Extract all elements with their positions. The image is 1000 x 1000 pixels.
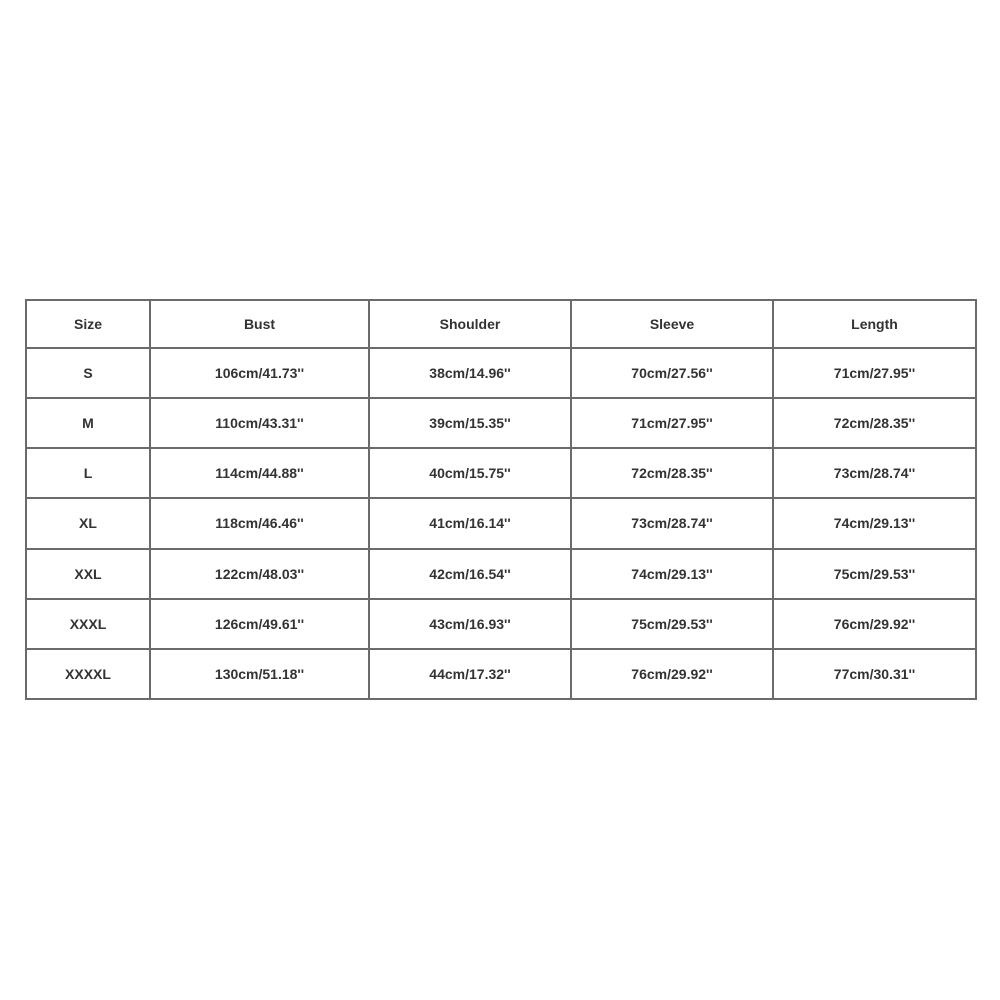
table-row: [26, 398, 976, 448]
header-row: [26, 300, 976, 348]
length-cell: 73cm/28.74'': [773, 448, 976, 498]
sleeve-cell: 70cm/27.56'': [571, 348, 773, 398]
bust-cell: 110cm/43.31'': [150, 398, 369, 448]
header-bust: Bust: [150, 300, 369, 348]
header-size: Size: [26, 300, 150, 348]
table-row: [26, 549, 976, 599]
table-row: [26, 498, 976, 548]
size-cell: L: [26, 448, 150, 498]
bust-cell: 130cm/51.18'': [150, 649, 369, 699]
size-cell: XXXL: [26, 599, 150, 649]
header-sleeve: Sleeve: [571, 300, 773, 348]
size-cell: XXL: [26, 549, 150, 599]
bust-cell: 126cm/49.61'': [150, 599, 369, 649]
bust-cell: 118cm/46.46'': [150, 498, 369, 548]
shoulder-cell: 39cm/15.35'': [369, 398, 571, 448]
shoulder-cell: 43cm/16.93'': [369, 599, 571, 649]
size-cell: S: [26, 348, 150, 398]
sleeve-cell: 74cm/29.13'': [571, 549, 773, 599]
size-chart-table: [25, 299, 977, 700]
shoulder-cell: 41cm/16.14'': [369, 498, 571, 548]
sleeve-cell: 73cm/28.74'': [571, 498, 773, 548]
length-cell: 75cm/29.53'': [773, 549, 976, 599]
table-row: [26, 348, 976, 398]
length-cell: 72cm/28.35'': [773, 398, 976, 448]
header-shoulder: Shoulder: [369, 300, 571, 348]
shoulder-cell: 38cm/14.96'': [369, 348, 571, 398]
sleeve-cell: 72cm/28.35'': [571, 448, 773, 498]
shoulder-cell: 40cm/15.75'': [369, 448, 571, 498]
bust-cell: 114cm/44.88'': [150, 448, 369, 498]
table-row: [26, 599, 976, 649]
shoulder-cell: 44cm/17.32'': [369, 649, 571, 699]
sleeve-cell: 76cm/29.92'': [571, 649, 773, 699]
size-cell: XL: [26, 498, 150, 548]
length-cell: 74cm/29.13'': [773, 498, 976, 548]
size-cell: XXXXL: [26, 649, 150, 699]
size-cell: M: [26, 398, 150, 448]
length-cell: 71cm/27.95'': [773, 348, 976, 398]
bust-cell: 122cm/48.03'': [150, 549, 369, 599]
sleeve-cell: 71cm/27.95'': [571, 398, 773, 448]
bust-cell: 106cm/41.73'': [150, 348, 369, 398]
table-row: [26, 448, 976, 498]
header-length: Length: [773, 300, 976, 348]
length-cell: 76cm/29.92'': [773, 599, 976, 649]
table-row: [26, 649, 976, 699]
shoulder-cell: 42cm/16.54'': [369, 549, 571, 599]
sleeve-cell: 75cm/29.53'': [571, 599, 773, 649]
length-cell: 77cm/30.31'': [773, 649, 976, 699]
